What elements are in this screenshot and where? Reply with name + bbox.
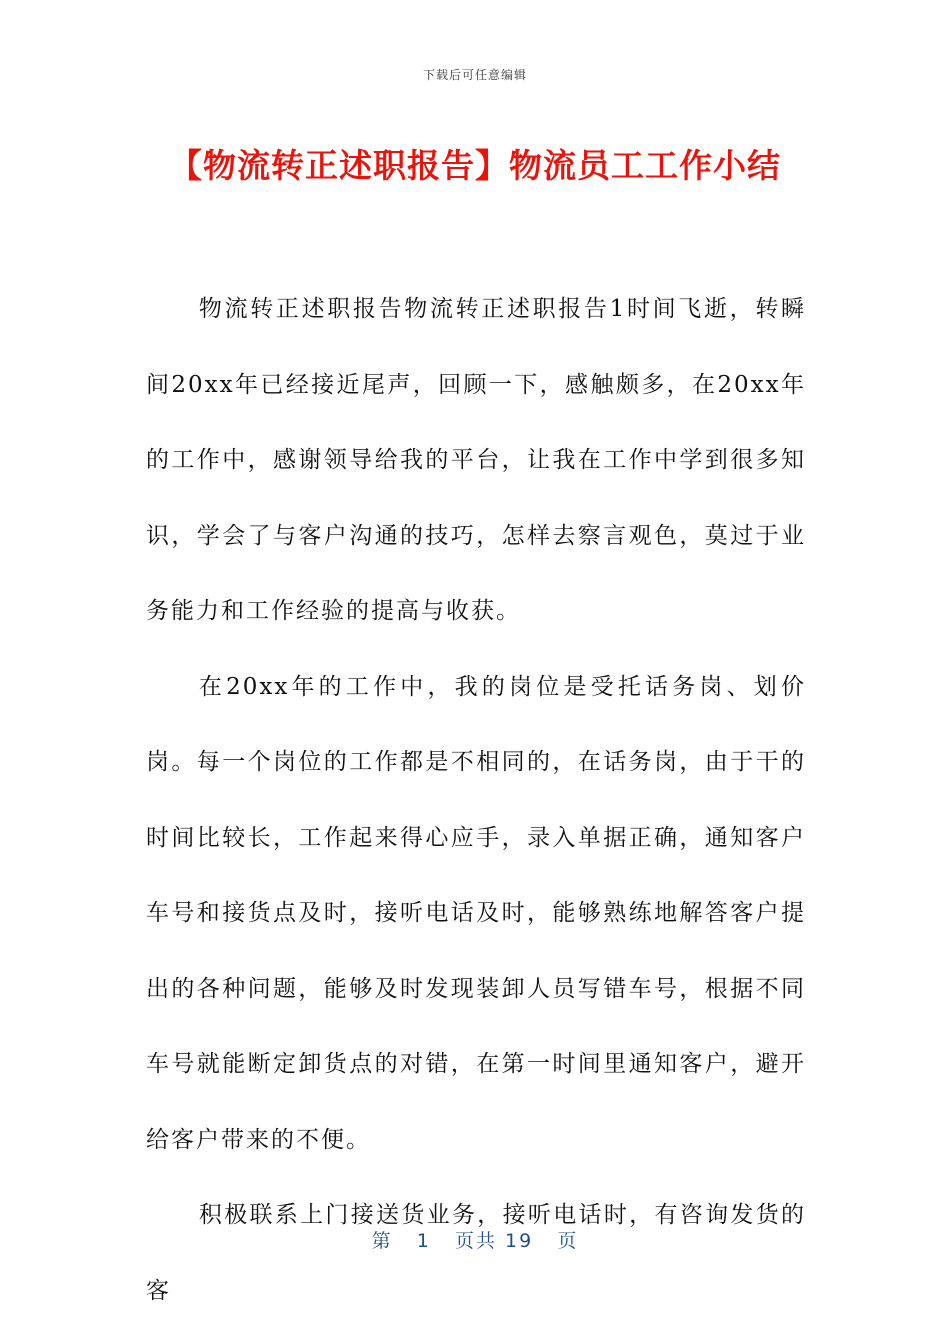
footer-label-total: 页共 (454, 1230, 497, 1252)
footer-current-page: 1 (416, 1230, 431, 1252)
paragraph: 在20xx年的工作中，我的岗位是受托话务岗、划价岗。每一个岗位的工作都是不相同的，在话务岗，由于干的时间比较长，工作起来得心应手，录入单据正确，通知客户车号和接货点及时，接听电话及时，能够熟练地解答客户提出的各种问题，能够及时发现装卸人员写错车号，根据不同车号就能断定卸货点的对错，在第一时间里通知客户，避开给客户带来的不便。 (146, 673, 806, 1153)
paragraph: 物流转正述职报告物流转正述职报告1时间飞逝，转瞬间20xx年已经接近尾声，回顾一下，感触颇多，在20xx年的工作中，感谢领导给我的平台，让我在工作中学到很多知识，学会了与客户沟通的技巧，怎样去察言观色，莫过于业务能力和工作经验的提高与收获。 (146, 296, 806, 624)
paragraph: 积极联系上门接送货业务，接听电话时，有咨询发货的客 (146, 1202, 806, 1304)
footer-label-page: 第 (371, 1230, 393, 1252)
document-body (146, 272, 806, 1329)
page-number-footer (0, 1226, 950, 1253)
document-title: 【物流转正述职报告】物流员工工作小结 (169, 146, 781, 185)
footer-total-pages: 19 (505, 1230, 534, 1252)
footer-label-end: 页 (557, 1230, 579, 1252)
header-note: 下载后可任意编辑 (422, 68, 527, 82)
